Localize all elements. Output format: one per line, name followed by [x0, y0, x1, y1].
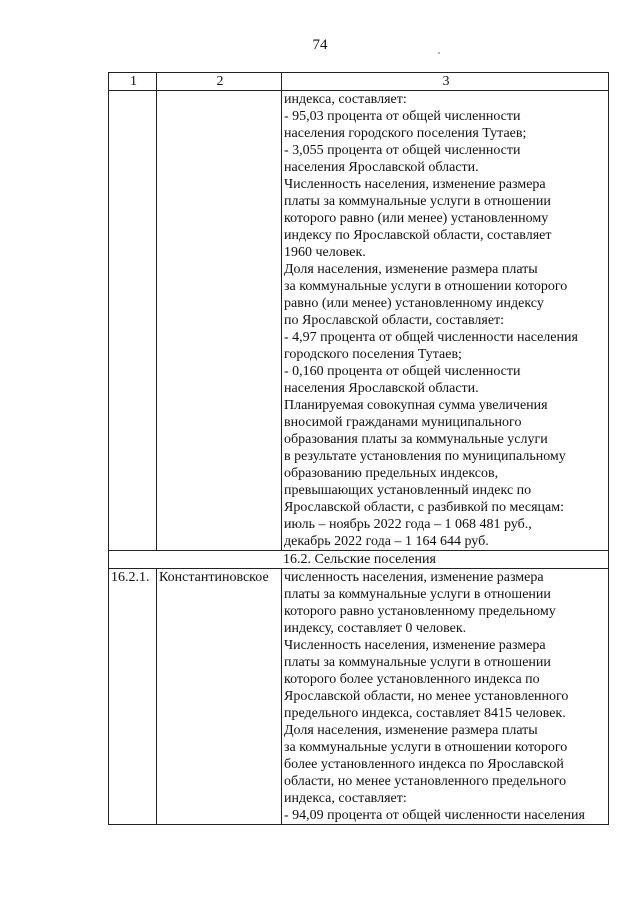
header-col-1: 1	[109, 73, 157, 91]
table-row	[109, 91, 609, 551]
text-line: Доля населения, изменение размера платы	[284, 262, 538, 277]
text-line: платы за коммунальные услуги в отношении	[284, 194, 551, 209]
text-line: - 94,09 процента от общей численности населения	[284, 808, 585, 823]
text-line: 1960 человек.	[284, 245, 366, 260]
header-row	[109, 73, 609, 91]
text-line: равно (или менее) установленному индексу	[284, 296, 544, 311]
text-line: более установленного индекса по Ярославской	[284, 757, 564, 772]
text-line: которого равно установленному предельному	[284, 604, 556, 619]
text-line: Ярославской области, с разбивкой по месяцам:	[284, 500, 565, 515]
text-line: образования платы за коммунальные услуги	[284, 432, 548, 447]
row-number-cell: 16.2.1.	[109, 569, 157, 825]
text-line: платы за коммунальные услуги в отношении	[284, 587, 551, 602]
row-number-cell	[109, 91, 157, 551]
description-cell	[282, 91, 609, 551]
header-col-3: 3	[282, 73, 609, 91]
text-line: Ярославской области, но менее установленного	[284, 689, 569, 704]
text-line: вносимой гражданами муниципального	[284, 415, 522, 430]
description-cell	[282, 569, 609, 825]
text-line: Доля населения, изменение размера платы	[284, 723, 538, 738]
text-line: Численность населения, изменение размера	[284, 638, 546, 653]
page-number: 74	[312, 37, 328, 53]
settlement-name-cell: Константиновское	[157, 569, 282, 825]
document-table	[108, 72, 609, 825]
text-line: населения Ярославской области.	[284, 381, 479, 396]
settlement-name-cell	[157, 91, 282, 551]
table-row	[109, 569, 609, 825]
text-line: Численность населения, изменение размера	[284, 177, 546, 192]
text-line: индексу по Ярославской области, составляет	[284, 228, 552, 243]
text-line: индексу, составляет 0 человек.	[284, 621, 467, 636]
text-line: Планируемая совокупная сумма увеличения	[284, 398, 548, 413]
text-line: по Ярославской области, составляет:	[284, 313, 505, 328]
text-line: платы за коммунальные услуги в отношении	[284, 655, 551, 670]
text-line: за коммунальные услуги в отношении которого	[284, 279, 568, 294]
text-line: образованию предельных индексов,	[284, 466, 499, 481]
text-line: предельного индекса, составляет 8415 человек.	[284, 706, 566, 721]
scan-speck	[438, 52, 440, 54]
text-line: превышающих установленный индекс по	[284, 483, 532, 498]
text-line: декабрь 2022 года – 1 164 644 руб.	[284, 534, 489, 549]
text-line: - 4,97 процента от общей численности населения	[284, 330, 578, 345]
text-line: индекса, составляет:	[284, 92, 407, 107]
text-line: - 3,055 процента от общей численности	[284, 143, 521, 158]
text-line: - 0,160 процента от общей численности	[284, 364, 521, 379]
text-line: населения Ярославской области.	[284, 160, 479, 175]
section-title: 16.2. Сельские поселения	[109, 551, 609, 569]
text-line: индекса, составляет:	[284, 791, 407, 806]
text-line: городского поселения Тутаев;	[284, 347, 462, 362]
text-line: за коммунальные услуги в отношении которого	[284, 740, 568, 755]
text-line: населения городского поселения Тутаев;	[284, 126, 527, 141]
section-row	[109, 551, 609, 569]
text-line: области, но менее установленного предельного	[284, 774, 567, 789]
header-col-2: 2	[157, 73, 282, 91]
text-line: июль – ноябрь 2022 года – 1 068 481 руб.,	[284, 517, 532, 532]
text-line: которого равно (или менее) установленному	[284, 211, 549, 226]
text-line: численность населения, изменение размера	[284, 570, 544, 585]
text-line: в результате установления по муниципальному	[284, 449, 566, 464]
text-line: - 95,03 процента от общей численности	[284, 109, 521, 124]
text-line: которого более установленного индекса по	[284, 672, 540, 687]
